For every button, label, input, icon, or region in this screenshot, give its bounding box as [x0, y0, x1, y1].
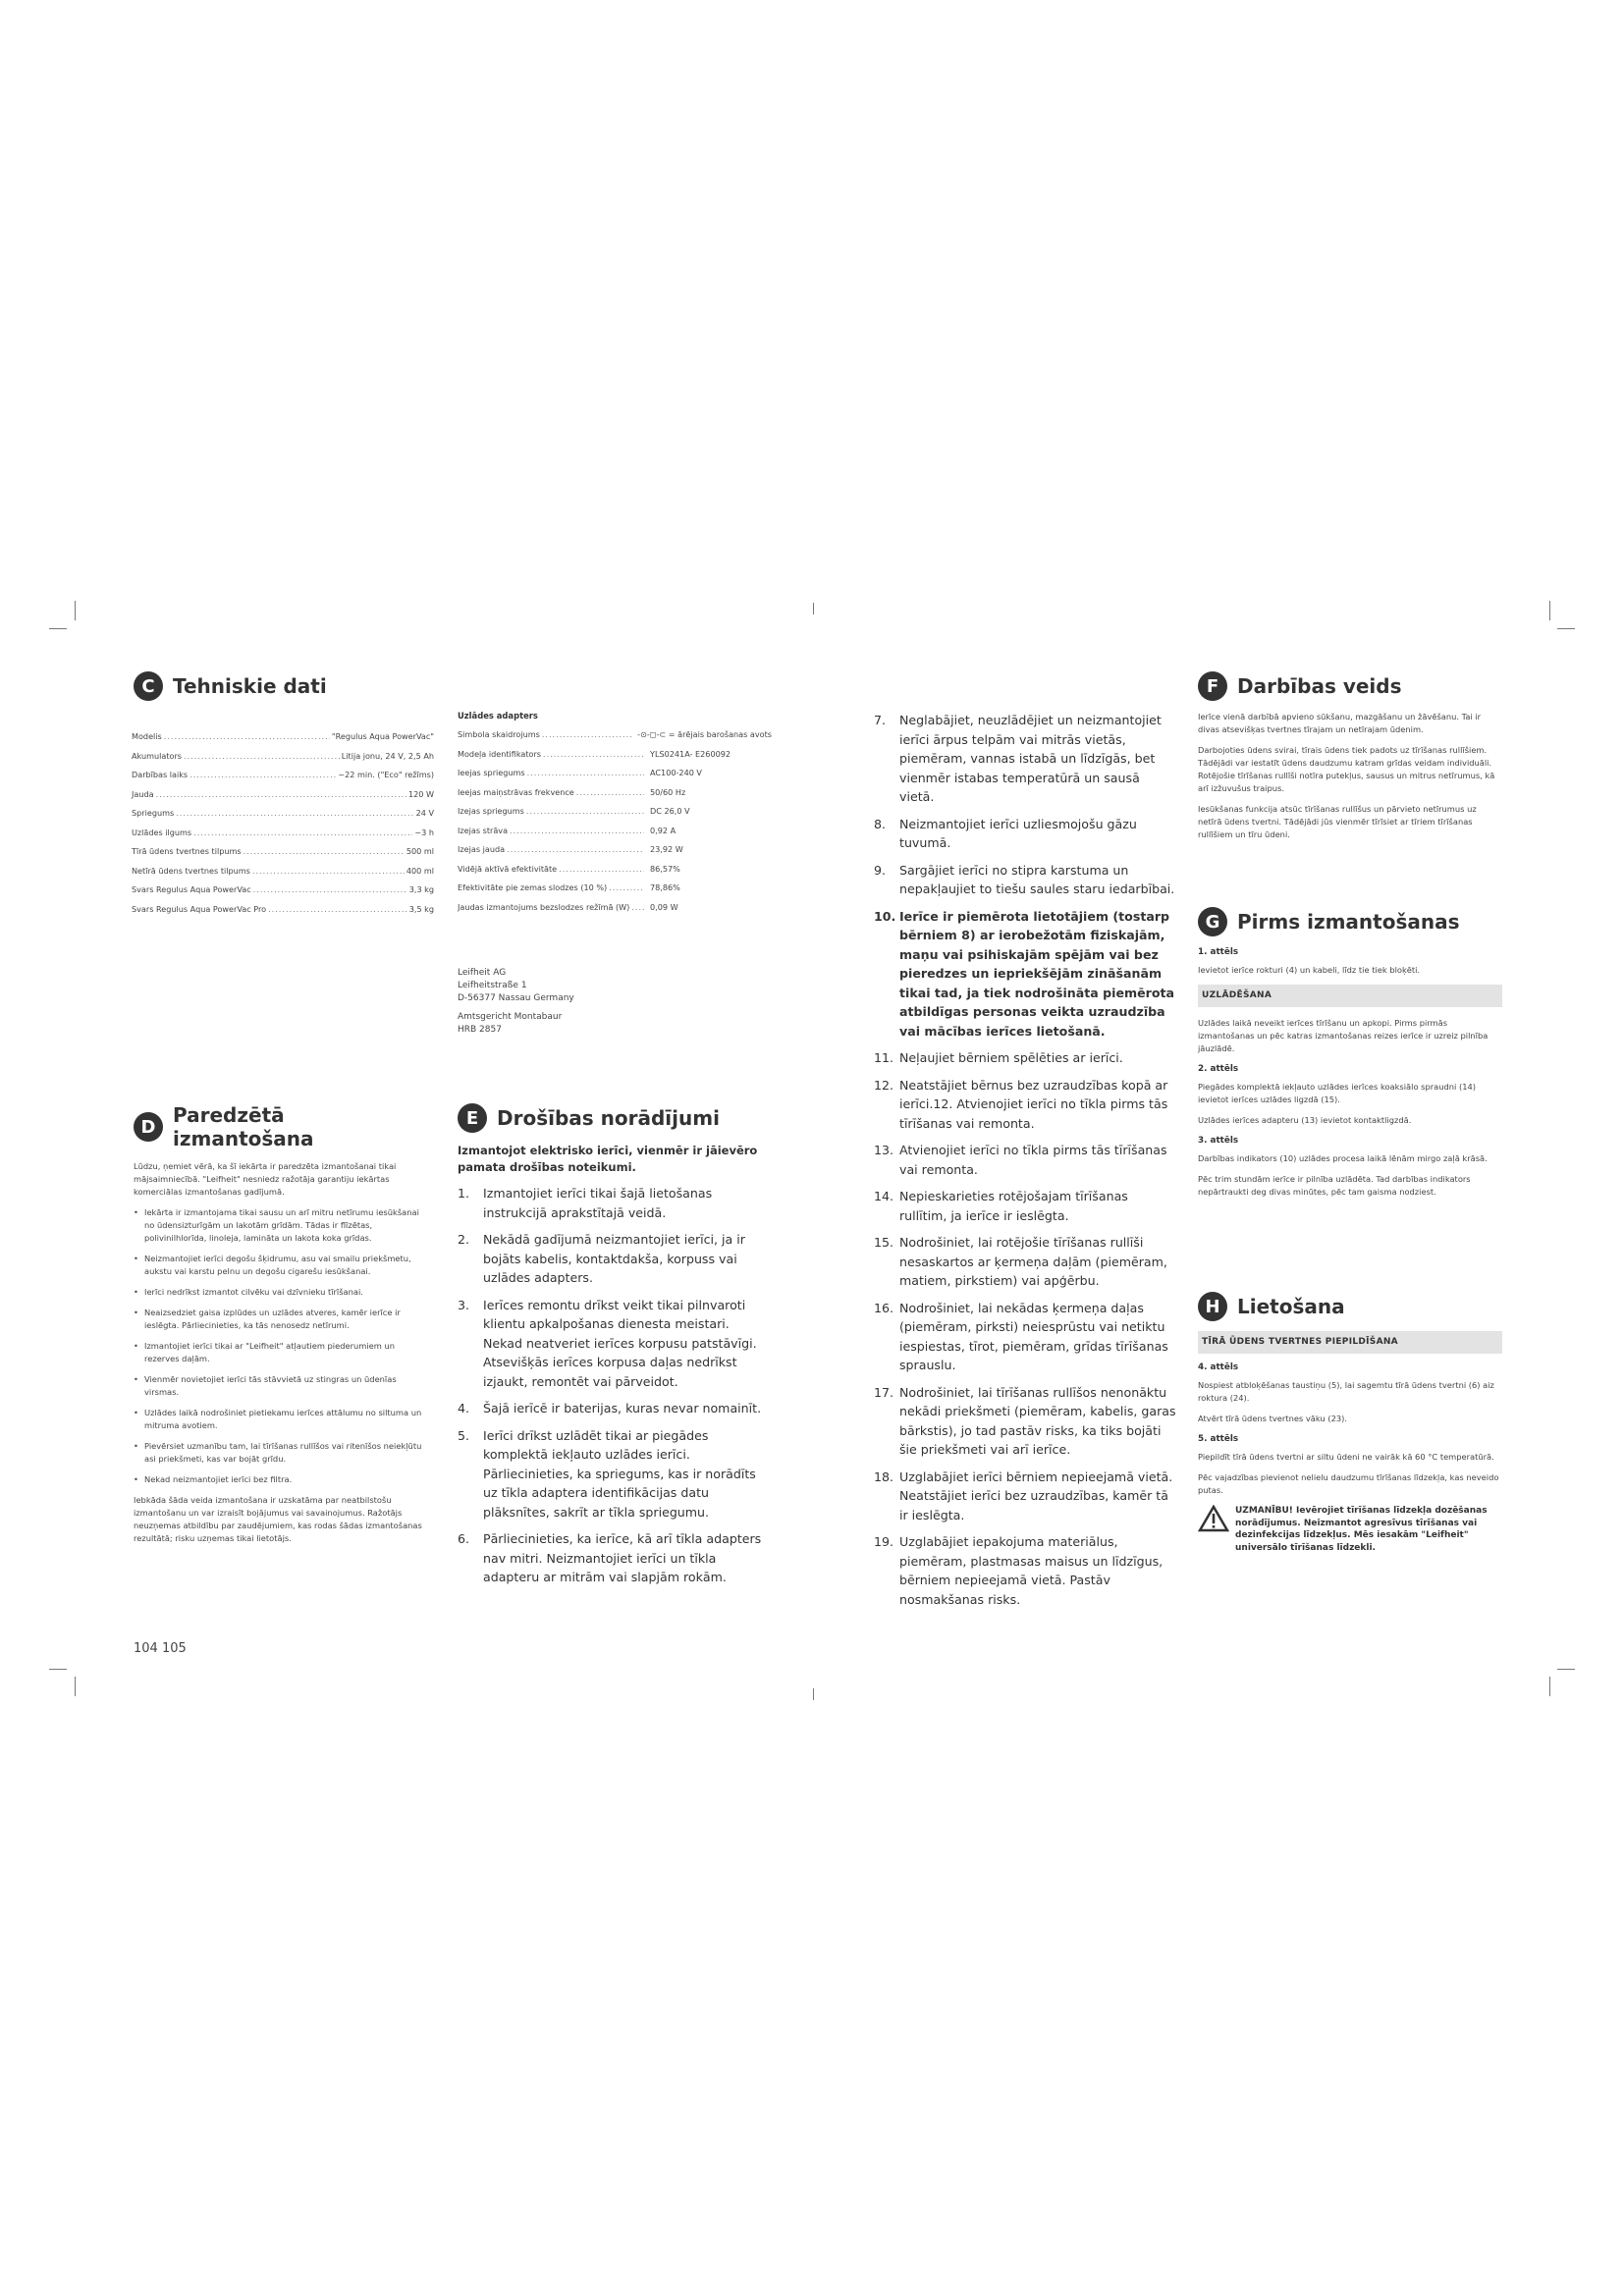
list-item: 2. Nekādā gadījumā neizmantojiet ierīci, ja ir bojāts kabelis, kontaktdakša, korpuss vai uzlādes adapters.: [458, 1232, 745, 1285]
intro-text: Izmantojot elektrisko ierīci, vienmēr ir jāievēro pamata drošības noteikumi.: [458, 1144, 758, 1174]
section-title: Pirms izmantošanas: [1237, 910, 1460, 934]
section-badge: C: [134, 671, 163, 701]
list-item: • Ierīci nedrīkst izmantot cilvēku vai dzīvnieku tīrīšanai.: [134, 1286, 428, 1299]
figure-label: 3. attēls: [1198, 1136, 1239, 1146]
figure-label: 4. attēls: [1198, 1362, 1239, 1372]
section-d: [134, 1103, 428, 1553]
list-item: • Pievērsiet uzmanību tam, lai tīrīšanas rullīšos vai ritenīšos neiekļūtu asi priekšmeti, kas var bojāt grīdu.: [134, 1440, 428, 1466]
paragraph: Atvērt tīrā ūdens tvertnes vāku (23).: [1198, 1414, 1348, 1423]
outro-text: Iebkāda šāda veida izmantošana ir uzskatāma par neatbilstošu izmantošanu un var izraisīt bojājumus vai savainojumus. Ražotājs neuzņemas atbildību par zaudējumiem, kas rodas šādas izmantošanas rezultātā; risku uzņemas tikai lietotājs.: [134, 1495, 422, 1543]
list-item: • Neaizsedziet gaisa izplūdes un uzlādes atveres, kamēr ierīce ir ieslēgta. Pārliecinieties, ka tās nenosedz netīrumi.: [134, 1307, 428, 1332]
list-item: 3. Ierīces remontu drīkst veikt tikai pilnvaroti klientu apkalpošanas dienesta meistari. Nekad neatveriet ierīces korpusu patstāvīgi. Atsevišķās ierīces korpusa daļas nedrīkst izjaukt, remontēt vai pārveidot.: [458, 1297, 757, 1389]
list-item: 5. Ierīci drīkst uzlādēt tikai ar piegādes komplektā iekļauto uzlādes ierīci. Pārliecinieties, ka spriegums, kas ir norādīts uz tīkla adaptera identifikācijas datu plāksnītes, sakrīt ar tīkla spriegumu.: [458, 1427, 756, 1520]
adapter-row: Modeļa identifikators ..... YLS0241A- E260092: [458, 749, 772, 769]
safety-list: [458, 1184, 762, 1587]
list-item: 8. Neizmantojiet ierīci uzliesmojošu gāzu tuvumā.: [874, 816, 1137, 850]
section-f: [1198, 671, 1502, 849]
list-item: 19. Uzglabājiet iepakojuma materiālus, piemēram, plastmasas maisus un līdzīgus, bērniem nepieejamā vietā. Pastāv nosmakšanas risks.: [874, 1534, 1164, 1607]
adapter-row: Jaudas izmantojums bezslodzes režīmā (W) ..... 0,09 W: [458, 902, 772, 922]
crop-mark: [813, 1688, 814, 1700]
paragraph: Uzlādes ierīces adapteru (13) ievietot kontaktligzdā.: [1198, 1115, 1412, 1125]
section-title: Drošības norādījumi: [497, 1106, 720, 1130]
adapter-title: Uzlādes adapters: [458, 711, 538, 721]
list-item: • Neizmantojiet ierīci degošu šķidrumu, asu vai smailu priekšmetu, aukstu vai karstu pelnu un degošu cigarešu iesūkšanai.: [134, 1253, 428, 1278]
manufacturer-address: Leifheit AG Leifheitstraße 1 D-56377 Nassau Germany Amtsgericht Montabaur HRB 2857: [458, 968, 574, 1035]
section-badge: H: [1198, 1292, 1227, 1321]
crop-mark: [1557, 628, 1575, 629]
tech-row: Spriegums ..... 24 V: [132, 808, 434, 828]
list-item: • Izmantojiet ierīci tikai ar "Leifheit" atļautiem piederumiem un rezerves daļām.: [134, 1340, 428, 1365]
figure-label: 1. attēls: [1198, 947, 1239, 957]
safety-list-continued: [874, 711, 1178, 1617]
list-item: 10. Ierīce ir piemērota lietotājiem (tostarp bērniem 8) ar ierobežotām fiziskajām, maņu vai psihiskajām spējām vai bez pieredzes un iepriekšējām zināšanām tikai tad, ja tiek nodrošināta piemērota atbildīgas personas veikta uzraudzība vai mācības ierīces lietošanā.: [874, 908, 1175, 1039]
warning-text: UZMANĪBU! Ievērojiet tīrīšanas līdzekļa dozēšanas norādījumus. Neizmantot agresīvus tīrīšanas vai dezinfekcijas līdzekļus. Mēs iesakām "Leifheit" universālo tīrīšanas līdzekli.: [1235, 1506, 1488, 1553]
list-item: 18. Uzglabājiet ierīci bērniem nepieejamā vietā. Neatstājiet ierīci bez uzraudzības, kamēr tā ir ieslēgta.: [874, 1468, 1173, 1522]
list-item: 14. Nepieskarieties rotējošajam tīrīšanas rullītim, ja ierīce ir ieslēgta.: [874, 1189, 1128, 1223]
section-title: Darbības veids: [1237, 674, 1402, 698]
warning-box: [1198, 1505, 1502, 1554]
list-item: 6. Pārliecinieties, ka ierīce, kā arī tīkla adapters nav mitri. Neizmantojiet ierīci un tīkla adapteru ar mitrām vai slapjām rokām.: [458, 1531, 762, 1584]
list-item: 16. Nodrošiniet, lai nekādas ķermeņa daļas (piemēram, pirksti) neiesprūstu vai netiktu iespiestas, tīrot, piemēram, grīdas tīrīšanas sprauslu.: [874, 1300, 1168, 1372]
section-badge: G: [1198, 907, 1227, 936]
figure-label: 5. attēls: [1198, 1434, 1239, 1444]
tech-data-table: [132, 731, 434, 923]
tech-row: Svars Regulus Aqua PowerVac Pro ..... 3,5 kg: [132, 904, 434, 924]
tech-row: Svars Regulus Aqua PowerVac ..... 3,3 kg: [132, 884, 434, 904]
list-item: 12. Neatstājiet bērnus bez uzraudzības kopā ar ierīci.12. Atvienojiet ierīci no tīkla pirms tās tīrīšanas vai remonta.: [874, 1077, 1168, 1131]
paragraph: Iesūkšanas funkcija atsūc tīrīšanas rullīšus un pārvieto netīrumus uz netīrā ūdens tvertni. Tādējādi jūs vienmēr tīrīsiet ar tīriem tīrīšanas rullīšiem un tīru ūdeni.: [1198, 804, 1477, 839]
section-badge: D: [134, 1112, 163, 1142]
crop-mark: [49, 628, 67, 629]
tech-row: Darbības laiks ..... ~22 min. ("Eco" režīms): [132, 770, 434, 789]
page-number: 104 105: [134, 1641, 187, 1656]
list-item: 13. Atvienojiet ierīci no tīkla pirms tās tīrīšanas vai remonta.: [874, 1143, 1167, 1177]
crop-mark: [1549, 601, 1550, 620]
list-item: 17. Nodrošiniet, lai tīrīšanas rullīšos nenonāktu nekādi priekšmeti (piemēram, kabelis, garas bārkstis), jo tad pastāv risks, ka tiks bojāti šie priekšmeti vai arī ierīce.: [874, 1384, 1176, 1457]
paragraph: Ievietot ierīce rokturi (4) un kabeli, līdz tie tiek bloķēti.: [1198, 965, 1421, 975]
warning-triangle-icon: [1198, 1505, 1229, 1554]
crop-mark: [813, 603, 814, 614]
adapter-row: Izejas spriegums ..... DC 26,0 V: [458, 806, 772, 826]
tech-row: Uzlādes ilgums ..... ~3 h: [132, 828, 434, 847]
adapter-row: Simbola skaidrojums ..... -⊙-◻-⊂ = ārējais barošanas avots: [458, 729, 772, 749]
section-badge: F: [1198, 671, 1227, 701]
power-symbol-icon: -⊙-◻-⊂: [637, 729, 667, 739]
tech-row: Modelis ..... "Regulus Aqua PowerVac": [132, 731, 434, 751]
list-item: 11. Neļaujiet bērniem spēlēties ar ierīci.: [874, 1050, 1123, 1065]
crop-mark: [1549, 1677, 1550, 1696]
list-item: 7. Neglabājiet, neuzlādējiet un neizmantojiet ierīci ārpus telpām vai mitrās vietās, piemēram, vannas istabā un līdzīgās, bet vienmēr istabas temperatūrā un sausā vietā.: [874, 713, 1162, 804]
paragraph: Piepildīt tīrā ūdens tvertni ar siltu ūdeni ne vairāk kā 60 °C temperatūrā.: [1198, 1452, 1494, 1462]
section-title: Lietošana: [1237, 1295, 1345, 1318]
paragraph: Nospiest atbloķēšanas taustiņu (5), lai sagemtu tīrā ūdens tvertni (6) aiz roktura (24).: [1198, 1380, 1494, 1403]
adapter-table: [458, 711, 772, 921]
subheading-bar: UZLĀDĒŠANA: [1198, 985, 1502, 1007]
subheading-bar: TĪRĀ ŪDENS TVERTNES PIEPILDĪŠANA: [1198, 1331, 1502, 1354]
section-badge: E: [458, 1103, 487, 1133]
paragraph: Piegādes komplektā iekļauto uzlādes ierīces koaksiālo spraudni (14) ievietot ierīces uzlādes ligzdā (15).: [1198, 1082, 1476, 1104]
list-item: 15. Nodrošiniet, lai rotējošie tīrīšanas rullīši nesaskartos ar ķermeņa daļām (piemēram, matiem, pirkstiem) vai apģērbu.: [874, 1235, 1167, 1288]
adapter-row: Izejas strāva ..... 0,92 A: [458, 826, 772, 845]
list-item: • Nekad neizmantojiet ierīci bez filtra.: [134, 1473, 428, 1486]
list-item: 9. Sargājiet ierīci no stipra karstuma un nepakļaujiet to tiešu saules staru iedarbībai.: [874, 862, 1175, 896]
paragraph: Uzlādes laikā neveikt ierīces tīrīšanu un apkopi. Pirms pirmās izmantošanas un pēc katras izmantošanas reizes ierīce ir uzreiz pilnība jāuzlādē.: [1198, 1018, 1489, 1053]
tech-row: Netīrā ūdens tvertnes tilpums ..... 400 ml: [132, 866, 434, 885]
paragraph: Darbības indikators (10) uzlādes procesa laikā lēnām mirgo zaļā krāsā.: [1198, 1153, 1488, 1163]
crop-mark: [75, 1677, 76, 1696]
paragraph: Ierīce vienā darbībā apvieno sūkšanu, mazgāšanu un žāvēšanu. Tai ir divas atsevišķas tvertnes tīrajam un netīrajam ūdenim.: [1198, 712, 1482, 734]
paragraph: Darbojoties ūdens svirai, tīrais ūdens tiek padots uz tīrīšanas rullīšiem. Tādējādi var iestatīt ūdens daudzumu katram grīdas veidam individuāli. Rotējošie tīrīšanas rullīši notīra putekļus, sausus un mitrus netīrumus, kā arī izžuvušus traipus.: [1198, 745, 1495, 793]
list-item: • Vienmēr novietojiet ierīci tās stāvvietā uz stingras un ūdenīas virsmas.: [134, 1373, 428, 1399]
tech-row: Jauda ..... 120 W: [132, 789, 434, 809]
section-title: Paredzētā izmantošana: [173, 1103, 314, 1150]
crop-mark: [1557, 1669, 1575, 1670]
tech-row: Tīrā ūdens tvertnes tilpums ..... 500 ml: [132, 846, 434, 866]
list-item: 4. Šajā ierīcē ir baterijas, kuras nevar nomainīt.: [458, 1401, 762, 1415]
crop-mark: [75, 601, 76, 620]
section-title: Tehniskie dati: [173, 674, 327, 698]
adapter-row: Izejas jauda ..... 23,92 W: [458, 844, 772, 864]
adapter-row: Ieejas spriegums ..... AC100-240 V: [458, 768, 772, 787]
figure-label: 2. attēls: [1198, 1064, 1239, 1074]
list-item: • Iekārta ir izmantojama tikai sausu un arī mitru netīrumu iesūkšanai no ūdensizturīgām un lakotām grīdām. Tādas ir flīzētas, polivinilhlorīda, linoleja, lamināta un lakota koka grīdas.: [134, 1206, 428, 1245]
usage-bullets: [134, 1206, 428, 1486]
section-e: [458, 1103, 762, 1595]
section-g: [1198, 907, 1502, 1206]
list-item: • Uzlādes laikā nodrošiniet pietiekamu ierīces attālumu no siltuma un mitruma avotiem.: [134, 1407, 428, 1432]
crop-mark: [49, 1669, 67, 1670]
paragraph: Pēc trim stundām ierīce ir pilnība uzlādēta. Tad darbības indikators nepārtraukti deg divas minūtes, pēc tam gaisma nodziest.: [1198, 1174, 1471, 1197]
paragraph: Pēc vajadzības pievienot nelielu daudzumu tīrīšanas līdzekļa, kas neveido putas.: [1198, 1472, 1499, 1495]
tech-row: Akumulators ..... Litija jonu, 24 V, 2,5 Ah: [132, 751, 434, 771]
adapter-row: Efektivitāte pie zemas slodzes (10 %) ..... 78,86%: [458, 882, 772, 902]
intro-text: Lūdzu, ņemiet vērā, ka šī iekārta ir paredzēta izmantošanai tikai mājsaimniecībā. "Leifheit" nesniedz ražotāja garantiju iekārtas komerciālas izmantošanas gadījumā.: [134, 1161, 397, 1197]
section-c-header: [134, 671, 327, 701]
adapter-row: Vidējā aktīvā efektivitāte ..... 86,57%: [458, 864, 772, 883]
adapter-row: Ieejas maiņstrāvas frekvence ..... 50/60 Hz: [458, 787, 772, 807]
list-item: 1. Izmantojiet ierīci tikai šajā lietošanas instrukcijā aprakstītajā veidā.: [458, 1186, 713, 1220]
section-h: [1198, 1292, 1502, 1554]
